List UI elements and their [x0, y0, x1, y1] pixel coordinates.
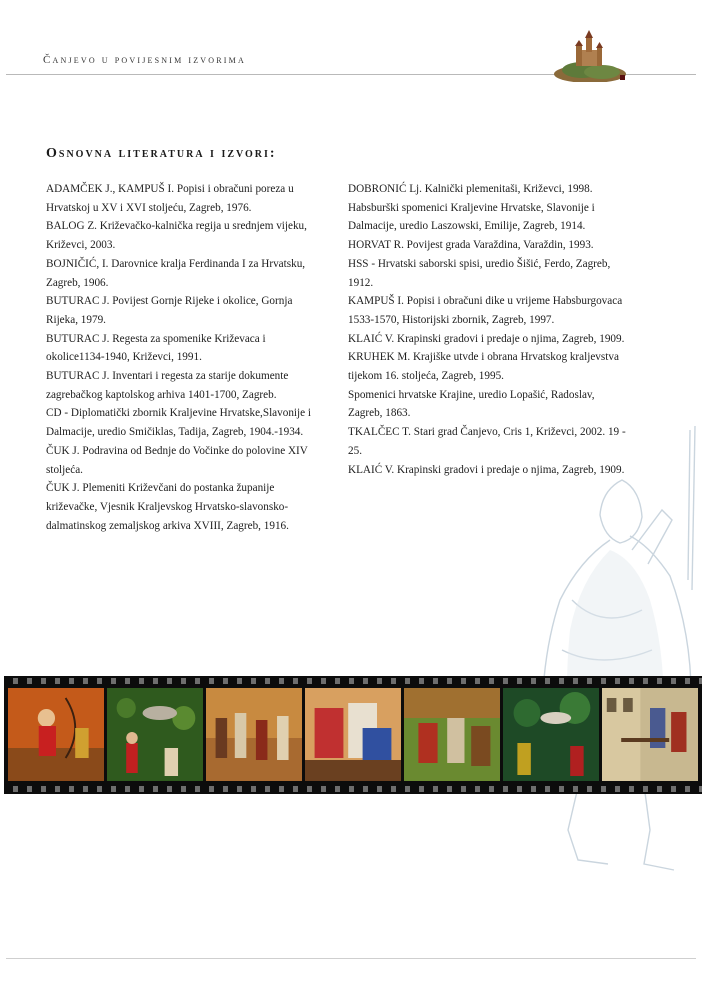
film-strip	[4, 676, 702, 794]
reference-item: BUTURAC J. Inventari i regesta za starije dokumente zagrebačkog kaptolskog arhiva 1401-1700, Zagreb.	[46, 370, 289, 401]
knight-sketch-illustration	[512, 420, 702, 890]
crossbowmen-castle-painting	[602, 688, 698, 781]
hunt-in-forest-painting	[503, 688, 599, 781]
reference-item: KAMPUŠ I. Popisi i obračuni dike u vrijeme Habsburgovaca 1533-1570, Historijski zbornik, Zagreb, 1997.	[348, 295, 623, 326]
section-heading: Osnovna literatura i izvori:	[46, 146, 277, 161]
hunting-hound-painting	[107, 688, 203, 781]
battle-crowd-painting	[206, 688, 302, 781]
film-perforations-top	[4, 678, 702, 684]
reference-item: TKALČEC T. Stari grad Čanjevo, Cris 1, Križevci, 2002. 19 - 25.	[348, 426, 626, 457]
castle-on-hill-icon	[552, 28, 628, 82]
reference-item: BALOG Z. Križevačko-kalnička regija u srednjem vijeku, Križevci, 2003.	[46, 220, 307, 252]
reference-item: ADAMČEK J., KAMPUŠ I. Popisi i obračuni poreza u Hrvatskoj u XV i XVI stoljeću, Zagreb, 1976.	[46, 183, 294, 214]
reference-item: CD - Diplomatički zbornik Kraljevine Hrvatske,Slavonije i Dalmacije, uredio Smičiklas, Tadija, Zagreb, 1904.-1934.	[46, 407, 312, 439]
reference-item: Spomenici hrvatske Krajine, uredio Lopašić, Radoslav, Zagreb, 1863.	[348, 388, 595, 420]
reference-item: KLAIĆ V. Krapinski gradovi i predaje o njima, Zagreb, 1909.	[348, 463, 625, 476]
reference-item: Habsburški spomenici Kraljevine Hrvatske, Slavonije i Dalmacije, uredio Laszowski, Emilije, Zagreb, 1914.	[348, 201, 595, 233]
reference-item: HSS - Hrvatski saborski spisi, uredio Šišić, Ferdo, Zagreb, 1912.	[348, 257, 611, 289]
running-header-title: Čanjevo u povijesnim izvorima	[43, 54, 246, 66]
reference-item: KLAIĆ V. Krapinski gradovi i predaje o njima, Zagreb, 1909.	[348, 332, 625, 345]
footer-divider	[6, 958, 696, 959]
reference-item: BUTURAC J. Povijest Gornje Rijeke i okolice, Gornja Rijeka, 1979.	[46, 295, 293, 326]
references-left-column	[46, 180, 322, 535]
reference-item: BUTURAC J. Regesta za spomenike Križevaca i okolice1134-1940, Križevci, 1991.	[46, 332, 266, 364]
film-frames	[8, 688, 698, 781]
archer-painting	[8, 688, 104, 781]
reference-item: ČUK J. Plemeniti Križevčani do postanka županije križevačke, Vjesnik Kraljevskog Hrvatsko-slavonsko-dalmatinskog zemaljskog arkiva XVIII, Zagreb, 1916.	[46, 482, 289, 532]
reference-item: BOJNIČIĆ, I. Darovnice kralja Ferdinanda I za Hrvatsku, Zagreb, 1906.	[46, 257, 306, 289]
siege-battle-painting	[404, 688, 500, 781]
film-perforations-bottom	[4, 786, 702, 792]
reference-item: HORVAT R. Povijest grada Varaždina, Varaždin, 1993.	[348, 239, 594, 252]
knights-cavalry-painting	[305, 688, 401, 781]
reference-item: KRUHEK M. Krajiške utvde i obrana Hrvatskog kraljevstva tijekom 16. stoljeća, Zagreb, 1995.	[348, 351, 619, 383]
reference-item: ČUK J. Podravina od Bednje do Vočinke do polovine XIV stoljeća.	[46, 444, 308, 476]
reference-item: DOBRONIĆ Lj. Kalnički plemenitaši, Križevci, 1998.	[348, 183, 593, 195]
